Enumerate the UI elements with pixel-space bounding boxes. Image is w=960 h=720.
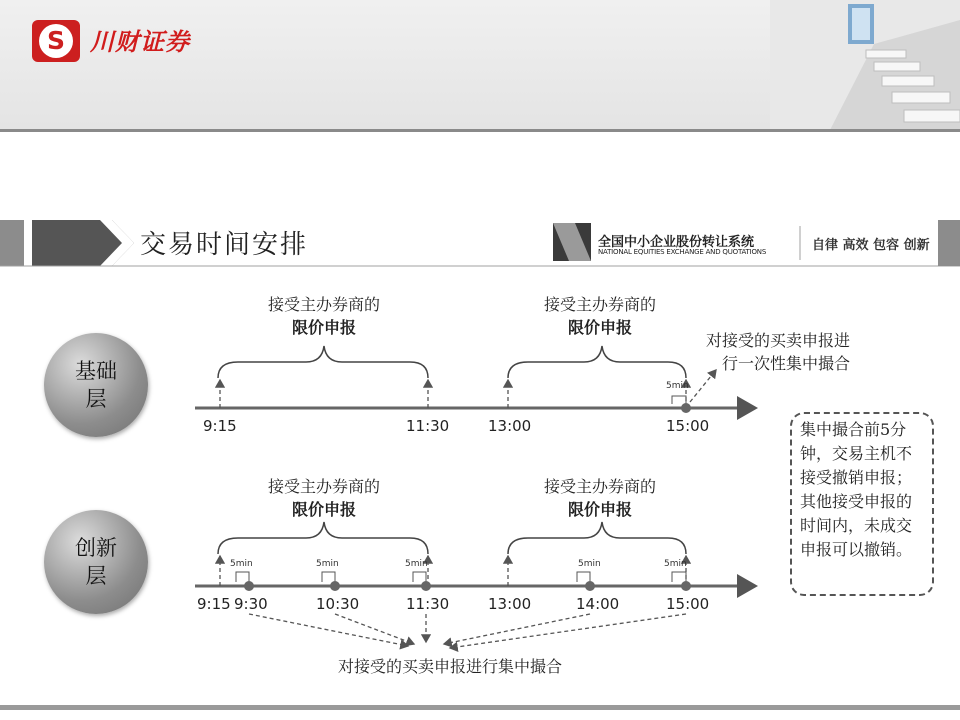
- innovation-tier-label-2: 层: [85, 564, 107, 588]
- basic-tick-1500: 15:00: [666, 417, 710, 435]
- basic-callout: [706, 328, 896, 374]
- neeq-slogan: 自律 高效 包容 创新: [812, 238, 930, 253]
- neeq-english: NATIONAL EQUITIES EXCHANGE AND QUOTATIONS: [598, 248, 767, 256]
- brand-name: 川财证券: [90, 28, 190, 56]
- innovation-block2-label: [530, 474, 670, 520]
- innovation-bottom-note: 对接受的买卖申报进行集中撮合: [337, 657, 562, 676]
- innovation-5min-label-5: 5min: [664, 559, 687, 569]
- basic-tick-1130: 11:30: [406, 417, 450, 435]
- innovation-block1-line2: 限价申报: [291, 500, 356, 519]
- neeq-name: 全国中小企业股份转让系统: [598, 235, 755, 250]
- note-text: 集中撮合前5分钟，交易主机不接受撤销申报；其他接受申报的时间内，未成交申报可以撤销。: [800, 420, 913, 559]
- basic-callout-line2: 行一次性集中撮合: [722, 354, 851, 373]
- innovation-tick-0915: 9:15: [197, 595, 231, 613]
- basic-5min-label: 5min: [666, 381, 689, 391]
- basic-block2-line2: 限价申报: [567, 318, 632, 337]
- innovation-5min-label-1: 5min: [230, 559, 253, 569]
- innovation-tick-1500: 15:00: [666, 595, 710, 613]
- innovation-block2-line2: 限价申报: [567, 500, 632, 519]
- innovation-tick-1030: 10:30: [316, 595, 360, 613]
- innovation-block1-label: [254, 474, 394, 520]
- basic-block2-label: [530, 292, 670, 338]
- basic-block1-line1: 接受主办券商的: [267, 295, 380, 314]
- basic-tick-1300: 13:00: [488, 417, 532, 435]
- innovation-tick-1400: 14:00: [576, 595, 620, 613]
- innovation-block1-line1: 接受主办券商的: [267, 477, 380, 496]
- innovation-block2-line1: 接受主办券商的: [543, 477, 656, 496]
- innovation-tick-1130: 11:30: [406, 595, 450, 613]
- logo-s-mark: S: [46, 26, 65, 55]
- innovation-5min-label-3: 5min: [405, 559, 428, 569]
- innovation-tick-1300: 13:00: [488, 595, 532, 613]
- footer-divider: [0, 705, 960, 710]
- innovation-5min-label-4: 5min: [578, 559, 601, 569]
- page-title: 交易时间安排: [140, 230, 309, 260]
- basic-tick-0915: 9:15: [203, 417, 237, 435]
- basic-tier-badge: [44, 333, 148, 437]
- basic-timeline: [195, 346, 755, 413]
- innovation-tier-badge: [44, 510, 148, 614]
- basic-block1-label: [254, 292, 394, 338]
- innovation-5min-label-2: 5min: [316, 559, 339, 569]
- basic-tier-label-2: 层: [85, 387, 107, 411]
- basic-block2-line1: 接受主办券商的: [543, 295, 656, 314]
- basic-tier-label-1: 基础: [75, 359, 117, 383]
- neeq-logo-icon: [553, 223, 591, 261]
- basic-block1-line2: 限价申报: [291, 318, 356, 337]
- innovation-tier-label-1: 创新: [75, 536, 117, 560]
- innovation-tick-0930: 9:30: [234, 595, 268, 613]
- innovation-timeline: [195, 522, 755, 648]
- basic-callout-line1: 对接受的买卖申报进: [706, 331, 851, 350]
